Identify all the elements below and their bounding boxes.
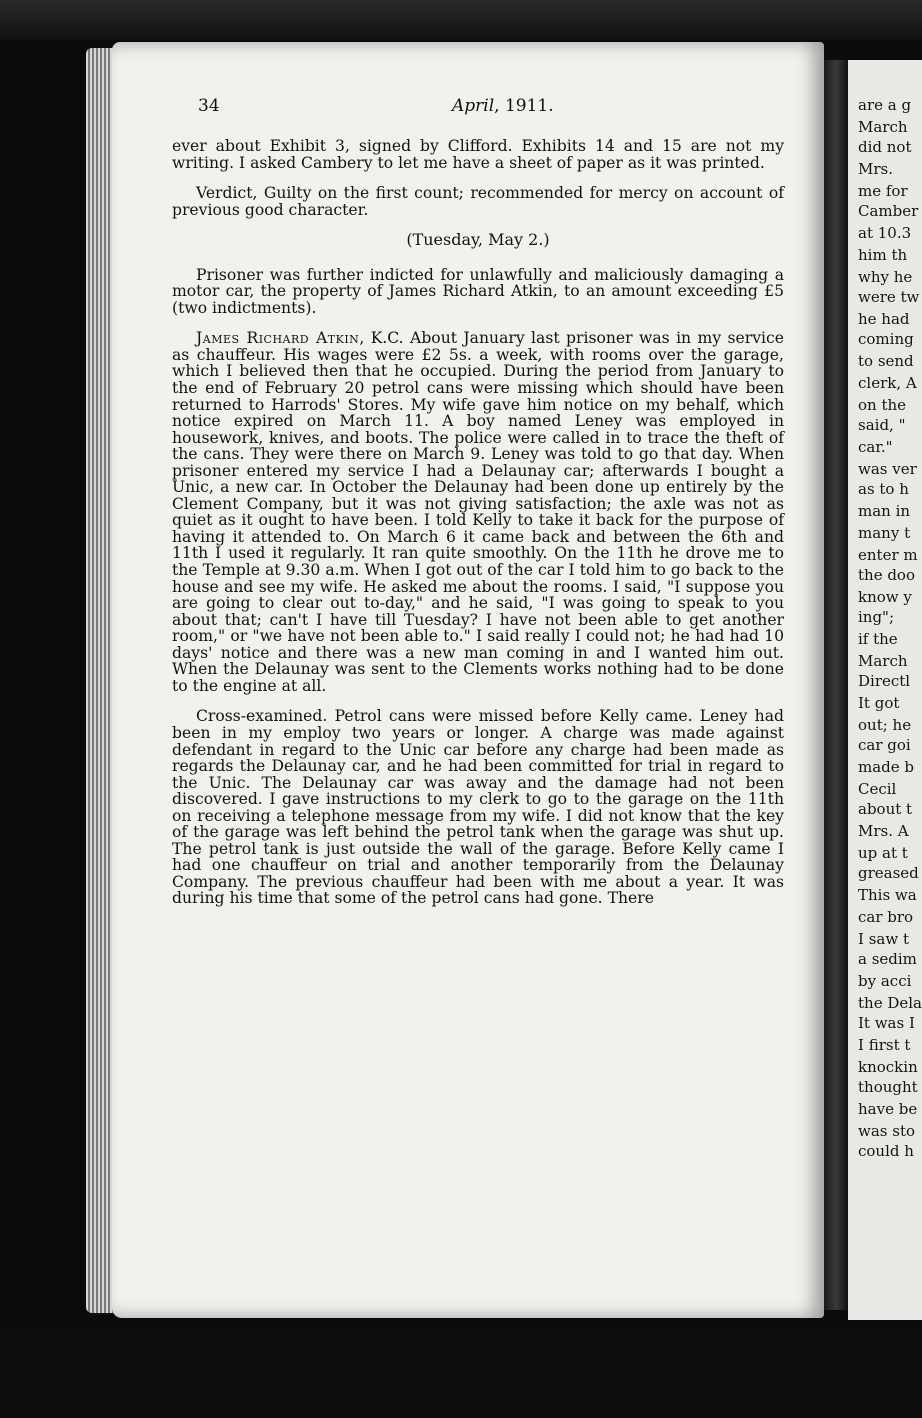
next-page-line: did not <box>858 138 912 156</box>
next-page-line: could h <box>858 1142 914 1160</box>
next-page-line: It got <box>858 694 900 712</box>
page-number: 34 <box>198 96 220 116</box>
next-page-line: car bro <box>858 908 914 926</box>
next-page-line: know y <box>858 588 912 606</box>
next-page-line: up at t <box>858 844 908 862</box>
next-page-line: as to h <box>858 480 909 498</box>
next-page-line: the Dela <box>858 994 922 1012</box>
next-page-line: This wa <box>858 886 917 904</box>
next-page-line: Camber <box>858 202 919 220</box>
next-page-line: man in <box>858 502 911 520</box>
next-page-line: thought <box>858 1078 918 1096</box>
next-page-line: Directl <box>858 672 911 690</box>
next-page-line: about t <box>858 800 913 818</box>
next-page-line: March <box>858 118 908 136</box>
next-page-line: were tw <box>858 288 920 306</box>
next-page-line: said, " <box>858 416 906 434</box>
next-page-line: was ver <box>858 460 917 478</box>
next-page-line: enter m <box>858 546 918 564</box>
next-page-line: made b <box>858 758 915 776</box>
next-page-line: he had <box>858 310 910 328</box>
book-gutter <box>824 60 848 1310</box>
next-page-line: at 10.3 <box>858 224 912 242</box>
next-page-line: coming <box>858 330 914 348</box>
next-page-line: have be <box>858 1100 918 1118</box>
running-head <box>452 96 554 116</box>
next-page-line: greased <box>858 864 919 882</box>
next-page-line: the doo <box>858 566 915 584</box>
running-head-year: , 1911. <box>494 96 554 116</box>
body-text <box>172 138 784 921</box>
running-head-month: April <box>452 96 495 116</box>
paragraph-verdict: Verdict, Guilty on the first count; recommended for mercy on account of previous good character. <box>172 184 784 219</box>
next-page-line: Cecil <box>858 780 897 798</box>
next-page-line: It was I <box>858 1014 915 1032</box>
paragraph-continuation: ever about Exhibit 3, signed by Clifford. Exhibits 14 and 15 are not my writing. I asked Cambery to let me have a sheet of paper as it was printed. <box>172 137 784 172</box>
next-page-line: many t <box>858 524 911 542</box>
next-page-line: clerk, A <box>858 374 917 392</box>
next-page-line: was sto <box>858 1122 916 1140</box>
testimony-text: , K.C. About January last prisoner was in my service as chauffeur. His wages were £2 5s. a week, with rooms over the garage, which I believed then that he occupied. During the period from January to the end of February 20 petrol cans were missing which should have been returned to Harrods' Stores. My wife gave him notice on my behalf, which notice expired on March 11. A boy named Leney was employed in housework, knives, and boots. The police were called in to trace the theft of the cans. They were there on March 9. Leney was told to go that day. When prisoner entered my service I had a Delaunay car; afterwards I bought a Unic, a new car. In October the Delaunay had been done up entirely by the Clement Company, but it was not giving satisfaction; the axle was not as quiet as it ought to have been. I told Kelly to take it back for the purpose of having it attended to. On March 6 it came back and between the 6th and 11th I used it regularly. It ran quite smoothly. On the 11th he drove me to the Temple at 9.30 a.m. When I got out of the car I told him to go back to the house and see my wife. He asked me about the rooms. I said, "I suppose you are going to clear out to-day," and he said, "I was going to speak to you about that; can't I have till Tuesday? I have not been able to get another room," or "we have not been able to." I said really I could not; he had had 10 days' notice and there was a new man coming in and I wanted him out. When the Delaunay was sent to the Clements works nothing had to be done to the engine at all. <box>172 329 784 695</box>
witness-name: James Richard Atkin <box>196 329 360 348</box>
scan-top-border <box>0 0 922 40</box>
paragraph-indictment: Prisoner was further indicted for unlawfully and maliciously damaging a motor car, the property of James Richard Atkin, to an amount exceeding £5 (two indictments). <box>172 265 784 317</box>
next-page-line: if the <box>858 630 898 648</box>
next-page-line: knockin <box>858 1058 918 1076</box>
next-page-line: Mrs. <box>858 160 893 178</box>
next-page-line: March <box>858 652 908 670</box>
paragraph-atkin-testimony <box>172 330 784 694</box>
next-page-line: out; he <box>858 716 912 734</box>
next-page-line: me for <box>858 182 908 200</box>
scan-bottom-border <box>0 1330 922 1418</box>
paragraph-cross-examined: Cross-examined. Petrol cans were missed before Kelly came. Leney had been in my employ two years or longer. A charge was made against defendant in regard to the Unic car before any charge had been made as regards the Delaunay car, and he had been committed for trial in regard to the Unic. The Delaunay car was away and the damage had not been discovered. I gave instructions to my clerk to go to the garage on the 11th on receiving a telephone message from my wife. I did not know that the key of the garage was left behind the petrol tank when the garage was shut up. The petrol tank is just outside the wall of the garage. Before Kelly came I had one chauffeur on trial and another temporarily from the Delaunay Company. The previous chauffeur had been with me about a year. It was during his time that some of the petrol cans had gone. There <box>172 707 784 908</box>
next-page-line: a sedim <box>858 950 917 968</box>
next-page-line: I saw t <box>858 930 909 948</box>
next-page-line: to send <box>858 352 914 370</box>
next-page-line: are a g <box>858 96 912 114</box>
next-page-line: car goi <box>858 736 911 754</box>
next-page-line: why he <box>858 268 913 286</box>
next-page-line: ing"; <box>858 608 895 626</box>
next-page-line: car." <box>858 438 893 456</box>
next-page-line: him th <box>858 246 908 264</box>
next-page-line: on the <box>858 396 907 414</box>
next-page-fragment <box>848 60 922 1320</box>
next-page-line: I first t <box>858 1036 911 1054</box>
next-page-line: Mrs. A <box>858 822 909 840</box>
page-header <box>172 96 792 126</box>
next-page-line: by acci <box>858 972 912 990</box>
session-date-heading: (Tuesday, May 2.) <box>406 230 550 250</box>
